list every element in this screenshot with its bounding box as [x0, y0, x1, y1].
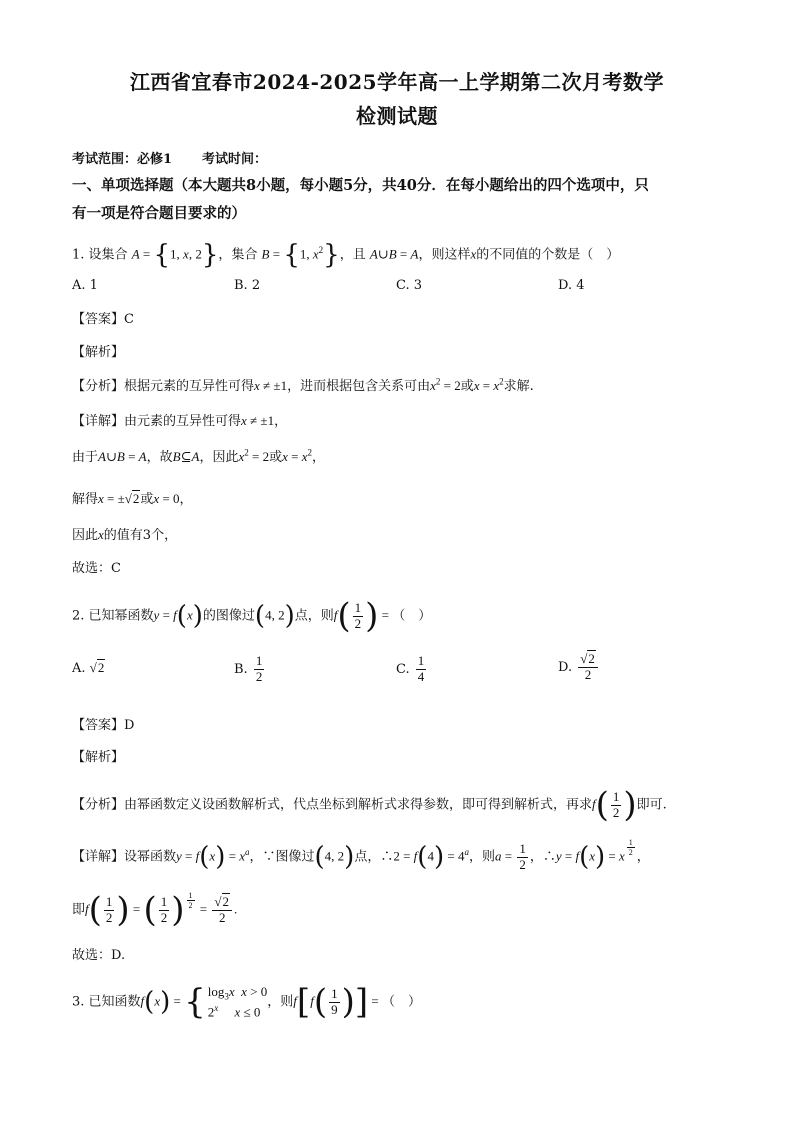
q2-xiangjie: 【详解】设幂函数$y = f(x) = x^a$，∵图像过(4, 2)点，∴2 = $f(4) = 4^a$，则a = $\frac{1}{2}$ ，∴y = f(x) = x $^{\frac{1}{2}}$ ，: [72, 838, 650, 873]
q2-analysis-tag: 【解析】: [72, 750, 125, 765]
q1-xiangjie: 【详解】由元素的互异性可得x ≠ ±1，: [72, 413, 288, 429]
q2-option-c: C. $\frac{1}{4}$: [396, 653, 425, 684]
q1-option-d: D. 4: [558, 278, 585, 293]
q1-fenxi: 【分析】根据元素的互异性可得x ≠ ±1，进而根据包含关系可由$x^2 = 2$或$x = x^2$求解.: [72, 376, 534, 394]
q2-option-b: B. $\frac{1}{2}$: [234, 653, 263, 684]
exam-time: 考试时间：: [202, 152, 268, 167]
q1-choose: 故选：C: [72, 561, 121, 576]
exam-info: [72, 148, 267, 167]
q1-answer: 【答案】C: [72, 312, 134, 327]
document-subtitle: 检测试题: [356, 104, 438, 128]
q1-option-b: B. 2: [234, 278, 261, 293]
exam-range: 考试范围：必修1: [72, 152, 173, 167]
q2-option-a: A. √2: [72, 660, 105, 676]
q2-ji: 即f( $\frac{1}{2}$ ) = ( $\frac{1}{2}$ ) $^{\frac{1}{2}}$ = $\frac{√2}{2}$ .: [72, 890, 238, 930]
section-heading-cont: 有一项是符合题目要求的）: [72, 205, 246, 222]
q1-detail-4: 因此x的值有3个，: [72, 527, 178, 543]
q1-option-a: A. 1: [72, 278, 98, 293]
q2-answer: 【答案】D: [72, 718, 135, 733]
q2-choose: 故选：D.: [72, 948, 126, 963]
q1-option-c: C. 3: [396, 278, 423, 293]
question-3: 3. 已知函数f(x) = { $\log_3x$ x > 0 2$^x$ x ≤ 0 ，则f[f( $\frac{1}{9}$ )] = （ ）: [72, 982, 421, 1022]
q1-analysis-tag: 【解析】: [72, 345, 125, 360]
question-2: 2. 已知幂函数y = f(x)的图像过(4, 2)点，则f( $\frac{1}{2}$ ) = （ ）: [72, 596, 432, 636]
q1-detail-3: 解得x = ±√2或x = 0，: [72, 491, 193, 507]
q1-detail-2: 由于A∪B = A，故B⊆A，因此$x^2 = 2$或$x = x^2$，: [72, 447, 326, 465]
q2-fenxi: 【分析】由幂函数定义设函数解析式，代点坐标到解析式求得参数，即可得到解析式，再求f( $\frac{1}{2}$ )即可.: [72, 785, 667, 825]
document-title: 江西省宜春市2024-2025学年高一上学期第二次月考数学: [129, 70, 665, 94]
q2-option-d: D. $\frac{√2}{2}$: [558, 652, 600, 683]
question-1: 1. 设集合 A = {1, x, 2}，集合 B = {1, $x^2$}，且 A∪B = A，则这样x的不同值的个数是（ ）: [72, 240, 620, 270]
section-heading: 一、单项选择题（本大题共8小题，每小题5分，共40分．在每小题给出的四个选项中，只: [72, 177, 649, 194]
